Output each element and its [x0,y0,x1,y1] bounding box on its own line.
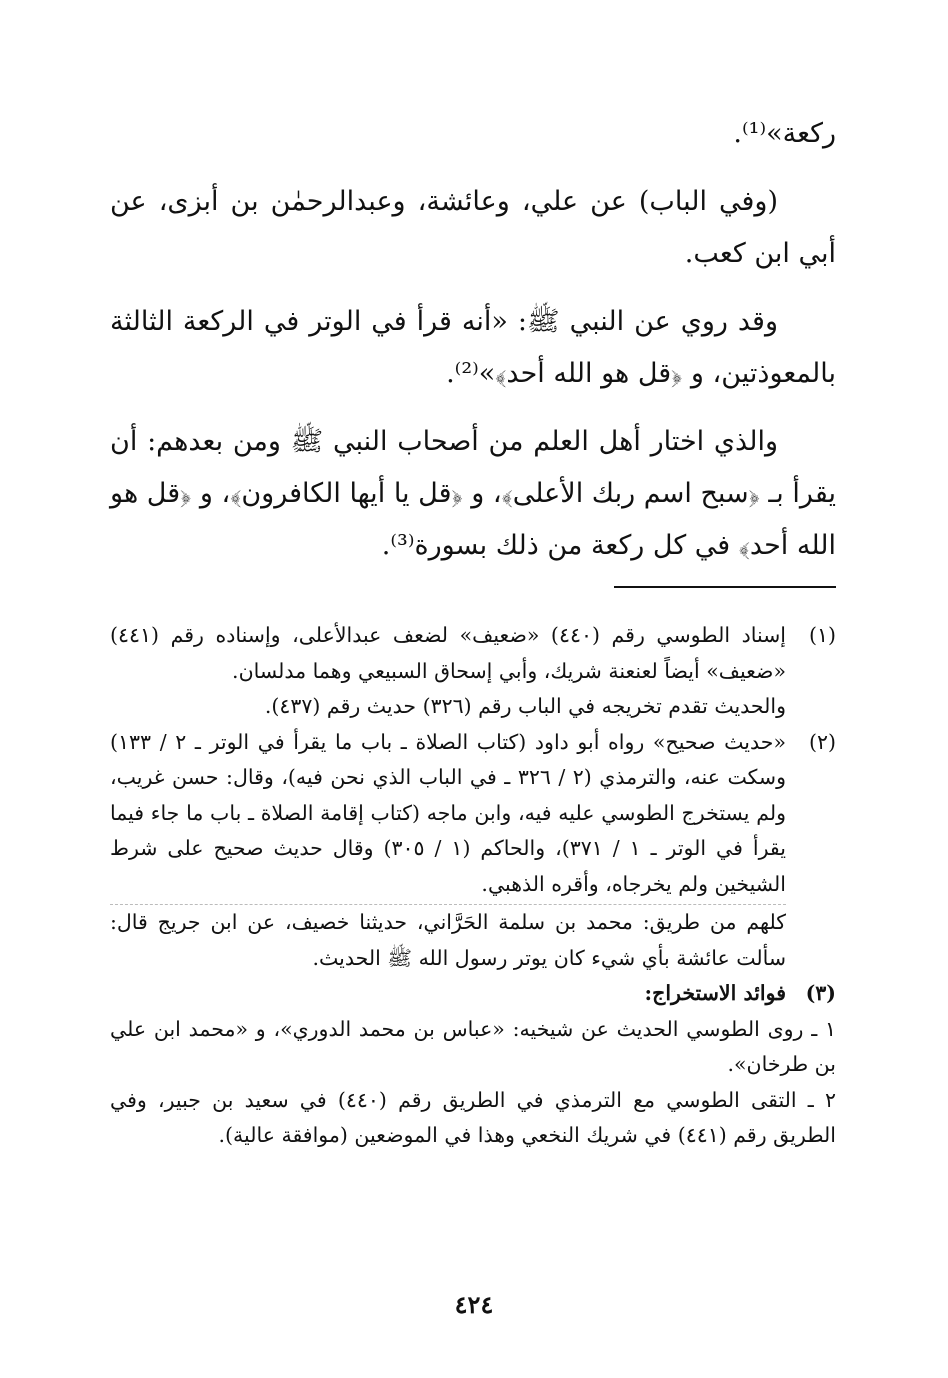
footnote-line: «حديث صحيح» رواه أبو داود (كتاب الصلاة ـ باب ما يقرأ في الوتر ـ ٢ / ١٣٣) وسكت عنه، والترمذي (٢ / ٣٢٦ ـ في الباب الذي نحن فيه)، وقال: حسن غريب، ولم يستخرج الطوسي عليه فيه، وابن ماجه (كتاب إقامة الصلاة ـ باب ما جاء فيما يقرأ في الوتر ـ ١ / ٣٧١)، والحاكم (١ / ٣٠٥) وقال حديث صحيح على شرط الشيخين ولم يخرجاه، وأقره الذهبي. [110,729,786,896]
footnote-2 [110,725,836,977]
footnote-1 [110,618,836,725]
paragraph: والذي اختار أهل العلم من أصحاب النبي ﷺ ومن بعدهم: أن يقرأ بـ ﴿سبح اسم ربك الأعلى﴾، و ﴿قل يا أيها الكافرون﴾، و ﴿قل هو الله أحد﴾ في كل ركعة من ذلك بسورة⁽³⁾. [110,426,836,561]
paragraph: وقد روي عن النبي ﷺ: «أنه قرأ في الوتر في الركعة الثالثة بالمعوذتين، و ﴿قل هو الله أحد﴾»⁽²⁾. [110,306,836,389]
main-text [110,108,836,588]
footnote-line: ١ ـ روى الطوسي الحديث عن شيخيه: «عباس بن محمد الدوري»، و «محمد ابن علي بن طرخان». [110,1016,836,1076]
footnote-line: إسناد الطوسي رقم (٤٤٠) «ضعيف» لضعف عبدالأعلى، وإسناده رقم (٤٤١) «ضعيف» أيضاً لعنعنة شريك، وأبي إسحاق السبيعي وهما مدلسان. [110,623,787,683]
footnote-3 [110,976,836,1012]
footnote-separator [614,586,836,588]
footnote-line: ٢ ـ التقى الطوسي مع الترمذي في الطريق رقم (٤٤٠) في سعيد بن جبير، وفي الطريق رقم (٤٤١) في شريك النخعي وهذا في الموضعين (موافقة عالية). [110,1087,836,1147]
footnote-number: (٣) [805,981,836,1005]
paragraph: (وفي الباب) عن علي، وعائشة، وعبدالرحمٰن بن أبزى، عن أبي ابن كعب. [110,186,836,269]
footnote-number: (٢) [808,729,836,754]
footnote-number: (١) [808,623,836,647]
page-number: ٤٢٤ [454,1290,494,1319]
paragraph: ركعة»⁽¹⁾. [733,118,836,149]
footnote-3-body [110,1012,836,1154]
footnote-line: والحديث تقدم تخريجه في الباب رقم (٣٢٦) حديث رقم (٤٣٧). [264,694,786,718]
footnote-heading: فوائد الاستخراج: [644,981,786,1005]
footnote-line: كلهم من طريق: محمد بن سلمة الحَرَّاني، حديثنا خصيف، عن ابن جريج قال: سألت عائشة بأي شيء كان يوتر رسول الله ﷺ الحديث. [110,904,786,976]
footnotes [110,618,836,1154]
